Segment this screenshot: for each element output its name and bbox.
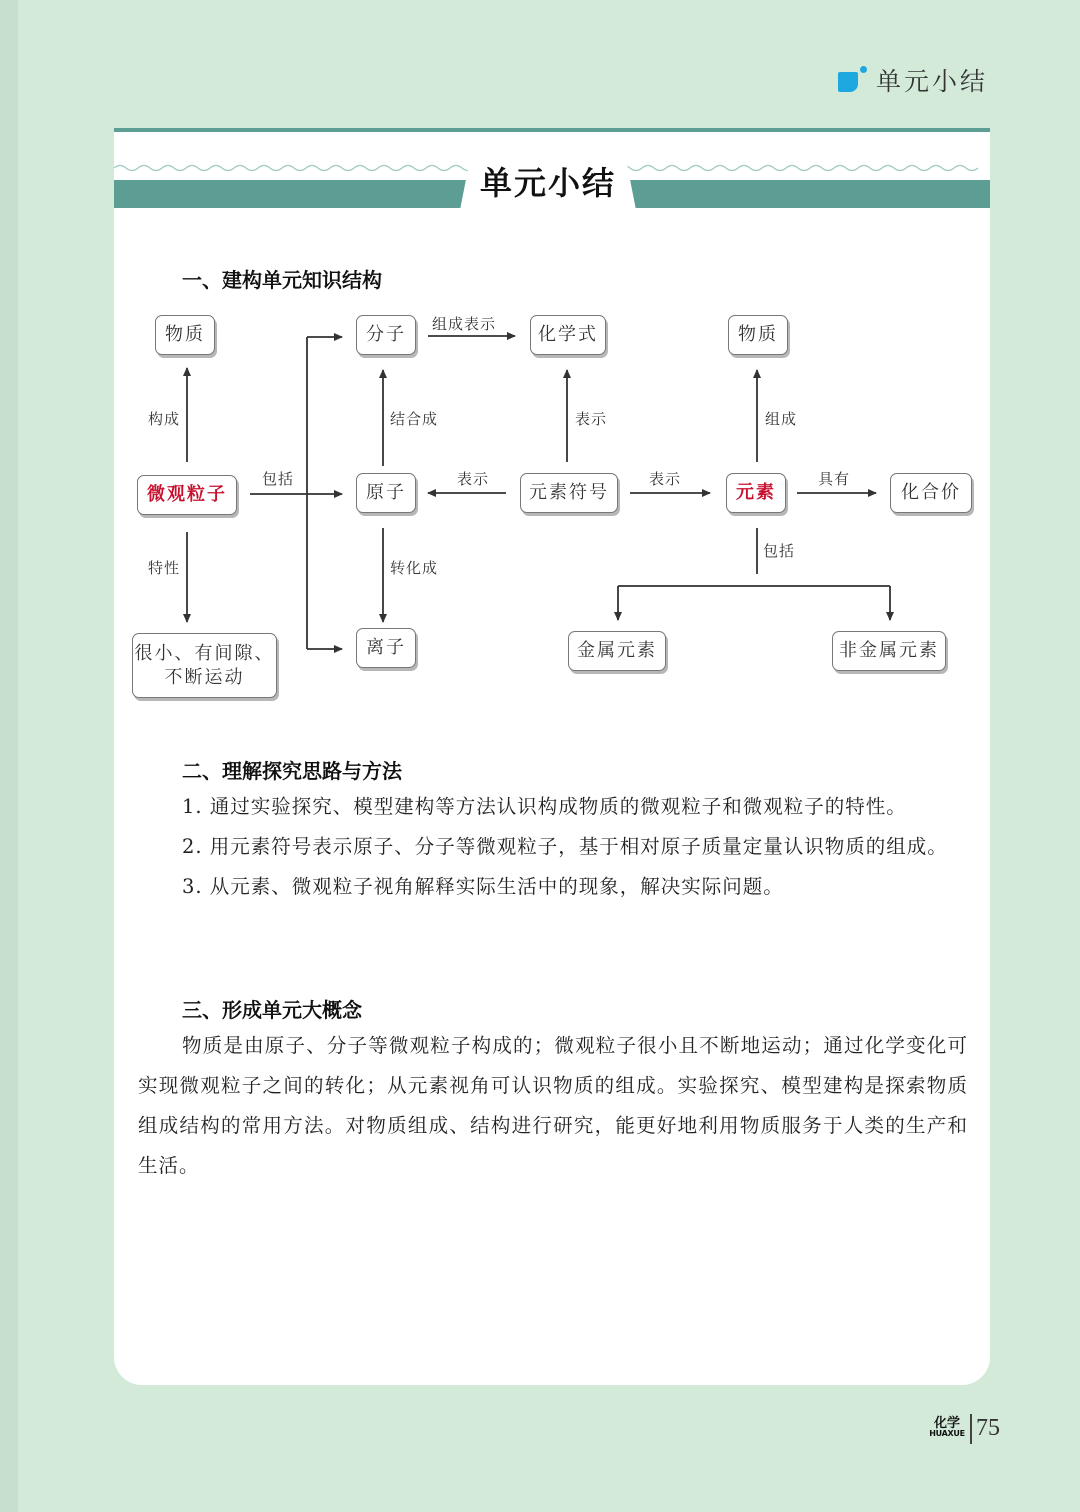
header-label: 单元小结 [875, 67, 988, 96]
section3-text: 物质是由原子、分子等微观粒子构成的；微观粒子很小且不断地运动；通过化学变化可实现微观粒子之间的转化；从元素视角可认识物质的组成。实验探究、模型建构是探索物质组成结构的常用方法。对物质组成、结构进行研究，能更好地利用物质服务于人类的生产和生活。 [138, 1034, 968, 1177]
edge-label-include-right: 包括 [763, 542, 796, 560]
section3-body [138, 1026, 968, 1186]
node-metal-element: 金属元素 [568, 631, 666, 671]
node-chemical-formula: 化学式 [530, 315, 606, 355]
section1-title: 一、建构单元知识结构 [182, 268, 382, 292]
section2-item-2: 2. 用元素符号表示原子、分子等微观粒子，基于相对原子质量定量认识物质的组成。 [182, 835, 948, 858]
edge-label-have: 具有 [818, 470, 851, 488]
section2-list [138, 787, 968, 907]
node-element-symbol: 元素符号 [520, 473, 618, 513]
edge-label-represent-atom: 表示 [457, 470, 490, 488]
footer-subject: 化学 [933, 1416, 960, 1431]
section2-item-1: 1. 通过实验探究、模型建构等方法认识构成物质的微观粒子和微观粒子的特性。 [182, 795, 907, 818]
edge-label-represent-formula: 表示 [575, 410, 608, 428]
node-matter-left: 物质 [155, 315, 215, 355]
edge-label-compose-represent: 组成表示 [432, 315, 497, 333]
node-atom: 原子 [356, 473, 416, 513]
node-properties-line2: 不断运动 [164, 666, 245, 688]
edge-label-transform-into: 转化成 [390, 559, 439, 577]
edge-label-include-left: 包括 [262, 470, 295, 488]
edge-label-property: 特性 [148, 559, 181, 577]
node-valence: 化合价 [890, 473, 972, 513]
node-properties [132, 633, 277, 698]
node-properties-line1: 很小、有间隙、 [134, 642, 275, 664]
footer-pinyin: HUAXUE [929, 1429, 965, 1438]
footer-divider [970, 1414, 972, 1444]
node-matter-right: 物质 [728, 315, 788, 355]
section3-title: 三、形成单元大概念 [182, 998, 362, 1022]
section2-title: 二、理解探究思路与方法 [182, 759, 402, 783]
page-number: 75 [976, 1415, 1000, 1441]
edge-label-combine-into: 结合成 [390, 410, 439, 428]
edge-label-constitute: 构成 [148, 410, 181, 428]
node-element: 元素 [726, 473, 786, 513]
node-nonmetal-element: 非金属元素 [832, 631, 946, 671]
section2-item-3: 3. 从元素、微观粒子视角解释实际生活中的现象，解决实际问题。 [182, 875, 784, 898]
edge-label-represent-element: 表示 [649, 470, 682, 488]
node-molecule: 分子 [356, 315, 416, 355]
card-title: 单元小结 [479, 164, 616, 202]
node-ion: 离子 [356, 628, 416, 668]
node-micro-particles: 微观粒子 [137, 475, 237, 515]
edge-label-compose: 组成 [765, 410, 798, 428]
